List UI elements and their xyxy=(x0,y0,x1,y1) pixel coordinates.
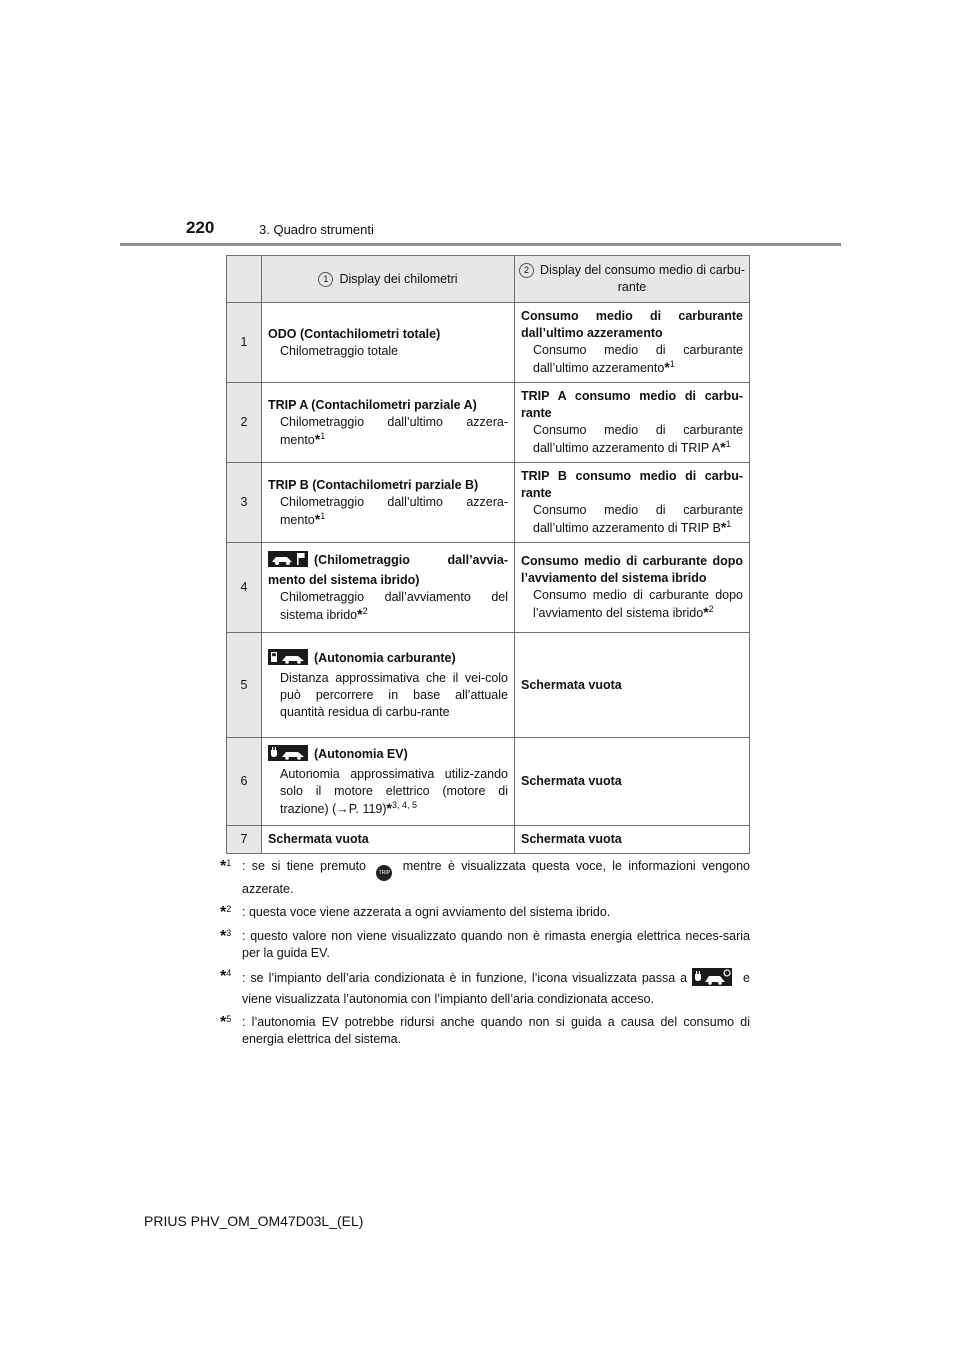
table-cell xyxy=(262,633,515,738)
footnote xyxy=(220,904,750,922)
cell-title: (Autonomia EV) xyxy=(268,745,508,766)
cell-description: Autonomia approssimativa utiliz-zando solo il motore elettrico (motore di trazione) (→P. 119)*$^{3, 4, 5}$ xyxy=(280,767,508,816)
display-table xyxy=(226,255,750,854)
table-row xyxy=(227,463,750,543)
table-cell xyxy=(262,463,515,543)
footnotes xyxy=(220,858,750,1054)
footnote xyxy=(220,1014,750,1048)
cell-description: Consumo medio di carburante dopo l’avviamento del sistema ibrido*$^2$ xyxy=(533,588,743,620)
cell-title: (Chilometraggio dall’avvia-mento del sistema ibrido) xyxy=(268,553,508,587)
table-cell xyxy=(515,738,750,826)
footnote-mark: *$^1$ xyxy=(220,857,232,875)
cell-title: ODO (Contachilometri totale) xyxy=(268,326,441,341)
trip-button-icon: TRIP xyxy=(376,865,392,881)
plug-car-icon xyxy=(268,745,308,766)
table-cell xyxy=(262,383,515,463)
table-row xyxy=(227,303,750,383)
cell-description: Chilometraggio totale xyxy=(280,343,399,358)
footnote xyxy=(220,968,750,1008)
footnote-mark: *$^3$ xyxy=(220,927,232,945)
row-number: 5 xyxy=(227,633,262,738)
section-title: 3. Quadro strumenti xyxy=(259,222,374,237)
row-number: 3 xyxy=(227,463,262,543)
footnote-mark: *$^5$ xyxy=(220,1013,232,1031)
cell-description: Consumo medio di carburante dall’ultimo azzeramento di TRIP B*$^1$ xyxy=(533,503,743,535)
table-cell xyxy=(515,543,750,633)
footnote-text: : questa voce viene azzerata a ogni avviamento del sistema ibrido. xyxy=(242,905,611,919)
page-number: 220 xyxy=(186,218,215,237)
table-cell xyxy=(515,303,750,383)
footnote xyxy=(220,858,750,898)
header-rule xyxy=(120,243,841,246)
table-cell xyxy=(515,463,750,543)
cell-description: Chilometraggio dall’ultimo azzera-mento*$^1$ xyxy=(280,414,508,447)
cell-title: Schermata vuota xyxy=(268,832,369,846)
cell-title: TRIP B (Contachilometri parziale B) xyxy=(268,477,479,492)
footnote xyxy=(220,928,750,962)
cell-title: TRIP A (Contachilometri parziale A) xyxy=(268,397,477,412)
car-with-flag-icon xyxy=(268,551,308,572)
arrow-symbol: → xyxy=(336,802,349,816)
cell-description: Consumo medio di carburante dall’ultimo azzeramento di TRIP A*$^1$ xyxy=(533,423,743,455)
plug-car-ac-icon xyxy=(692,968,732,991)
cell-description: Chilometraggio dall’ultimo azzera-mento*$^1$ xyxy=(280,494,508,527)
document-code: PRIUS PHV_OM_OM47D03L_(EL) xyxy=(144,1213,364,1229)
cell-title: Consumo medio di carburante dall’ultimo azzeramento xyxy=(521,309,743,340)
circle-number: 1 xyxy=(318,272,333,287)
circle-number: 2 xyxy=(519,263,534,278)
column-label: Display del consumo medio di carbu-rante xyxy=(540,263,745,294)
table-header-row xyxy=(227,256,750,303)
table-cell xyxy=(515,826,750,854)
cell-title: Consumo medio di carburante dopo l’avviamento del sistema ibrido xyxy=(521,554,743,585)
fuel-pump-car-icon xyxy=(268,649,308,670)
footnote-mark: *$^2$ xyxy=(220,903,232,921)
row-number: 7 xyxy=(227,826,262,854)
table-cell xyxy=(262,543,515,633)
cell-title: Schermata vuota xyxy=(521,832,622,846)
cell-description: Chilometraggio dall’avviamento del sistema ibrido*$^2$ xyxy=(280,590,508,622)
footnote-text: : se l’impianto dell’aria condizionata è in funzione, l’icona visualizzata passa a e viene visualizzata l’autonomia con l’impianto dell’aria condizionata acceso. xyxy=(242,968,750,1008)
row-number: 1 xyxy=(227,303,262,383)
table-cell xyxy=(262,303,515,383)
table-row xyxy=(227,543,750,633)
table-row xyxy=(227,738,750,826)
header-corner xyxy=(227,256,262,303)
row-number: 4 xyxy=(227,543,262,633)
cell-title: TRIP A consumo medio di carbu-rante xyxy=(521,389,743,420)
table-cell xyxy=(262,826,515,854)
cell-title: Schermata vuota xyxy=(521,677,622,692)
table-row xyxy=(227,826,750,854)
table-row xyxy=(227,633,750,738)
column-header-fuel-consumption xyxy=(515,256,750,303)
row-number: 2 xyxy=(227,383,262,463)
cell-description: Consumo medio di carburante dall’ultimo azzeramento*$^1$ xyxy=(533,343,743,375)
cell-title: Schermata vuota xyxy=(521,774,622,788)
table-cell xyxy=(515,383,750,463)
row-number: 6 xyxy=(227,738,262,826)
footnote-mark: *$^4$ xyxy=(220,967,232,985)
footnote-text: : questo valore non viene visualizzato quando non è rimasta energia elettrica neces-saria per la guida EV. xyxy=(242,929,750,960)
table-cell xyxy=(515,633,750,738)
table-row xyxy=(227,383,750,463)
cell-title: (Autonomia carburante) xyxy=(268,649,508,670)
table-cell xyxy=(262,738,515,826)
cell-title: TRIP B consumo medio di carbu-rante xyxy=(521,469,743,500)
column-header-odometer xyxy=(262,256,515,303)
footnote-text: : se si tiene premuto TRIP mentre è visualizzata questa voce, le informazioni vengono azzerate. xyxy=(242,859,751,896)
footnote-text: : l’autonomia EV potrebbe ridursi anche quando non si guida a causa del consumo di energia elettrica del sistema. xyxy=(242,1015,750,1046)
cell-description: Distanza approssimativa che il vei-colo può percorrere in base all’attuale quantità residua di carbu-rante xyxy=(280,671,508,719)
column-label: Display dei chilometri xyxy=(339,271,458,286)
